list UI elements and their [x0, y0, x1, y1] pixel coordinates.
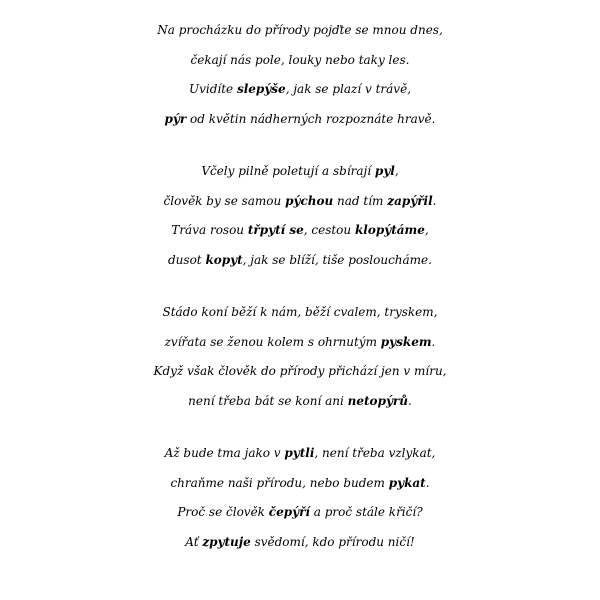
- highlighted-word: čepýří: [268, 505, 310, 519]
- line-text: chraňme naši přírodu, nebo budem: [170, 475, 389, 490]
- line-text: Tráva rosou: [171, 223, 248, 237]
- poem-line: [0, 439, 600, 469]
- line-text: Když však člověk do přírody přichází jen v míru,: [153, 364, 447, 378]
- highlighted-word: pykat: [388, 475, 426, 490]
- line-text: od květin nádherných rozpoznáte hravě.: [186, 111, 436, 126]
- stanza-3: [0, 298, 600, 416]
- line-text: Uvidíte: [188, 82, 237, 96]
- highlighted-word: kopyt: [205, 252, 243, 267]
- line-text: svědomí, kdo přírodu ničí!: [250, 534, 415, 549]
- poem-line: [0, 328, 600, 358]
- line-text: .: [432, 193, 437, 208]
- line-text: člověk by se samou: [163, 193, 286, 208]
- stanza-1: [0, 16, 600, 134]
- line-text: a proč stále křičí?: [309, 505, 423, 519]
- line-text: .: [431, 334, 436, 349]
- line-text: zvířata se ženou kolem s ohrnutým: [164, 334, 381, 349]
- highlighted-word: pytli: [284, 446, 315, 460]
- line-text: , cestou: [303, 223, 355, 237]
- poem-line: [0, 387, 600, 417]
- line-text: , jak se blíží, tiše posloucháme.: [242, 252, 432, 267]
- line-text: Proč se člověk: [177, 505, 269, 519]
- poem-line: [0, 157, 600, 187]
- highlighted-word: pýchou: [285, 193, 334, 208]
- line-text: čekají nás pole, louky nebo taky les.: [190, 52, 410, 67]
- highlighted-word: klopýtáme: [354, 223, 425, 237]
- highlighted-word: zapýřil: [387, 193, 433, 208]
- poem-line: [0, 357, 600, 387]
- highlighted-word: pyl: [374, 164, 395, 178]
- highlighted-word: slepýše: [236, 82, 286, 96]
- line-text: ,: [394, 164, 399, 178]
- poem-line: [0, 246, 600, 276]
- line-text: .: [407, 393, 412, 408]
- line-text: Včely pilně poletují a sbírají: [201, 164, 375, 178]
- poem-line: [0, 187, 600, 217]
- line-text: Až bude tma jako v: [164, 446, 285, 460]
- highlighted-word: třpytí se: [247, 223, 304, 237]
- poem-line: [0, 216, 600, 246]
- line-text: Stádo koní běží k nám, běží cvalem, tryskem,: [162, 305, 438, 319]
- line-text: nad tím: [333, 193, 388, 208]
- line-text: není třeba bát se koní ani: [188, 393, 348, 408]
- poem-line: [0, 16, 600, 46]
- poem-line: [0, 46, 600, 76]
- poem-line: [0, 105, 600, 135]
- poem-line: [0, 528, 600, 558]
- line-text: , není třeba vzlykat,: [314, 446, 436, 460]
- highlighted-word: netopýrů: [347, 393, 408, 408]
- line-text: dusot: [168, 252, 206, 267]
- line-text: .: [425, 475, 430, 490]
- highlighted-word: pýr: [164, 111, 187, 126]
- poem-line: [0, 75, 600, 105]
- line-text: ,: [424, 223, 429, 237]
- line-text: , jak se plazí v trávě,: [285, 82, 412, 96]
- poem-line: [0, 298, 600, 328]
- line-text: Ať: [185, 534, 203, 549]
- highlighted-word: pyskem: [380, 334, 432, 349]
- stanza-4: [0, 439, 600, 557]
- stanza-2: [0, 157, 600, 275]
- line-text: Na procházku do přírody pojďte se mnou dnes,: [157, 23, 443, 37]
- highlighted-word: zpytuje: [202, 534, 251, 549]
- poem-line: [0, 498, 600, 528]
- poem-line: [0, 469, 600, 499]
